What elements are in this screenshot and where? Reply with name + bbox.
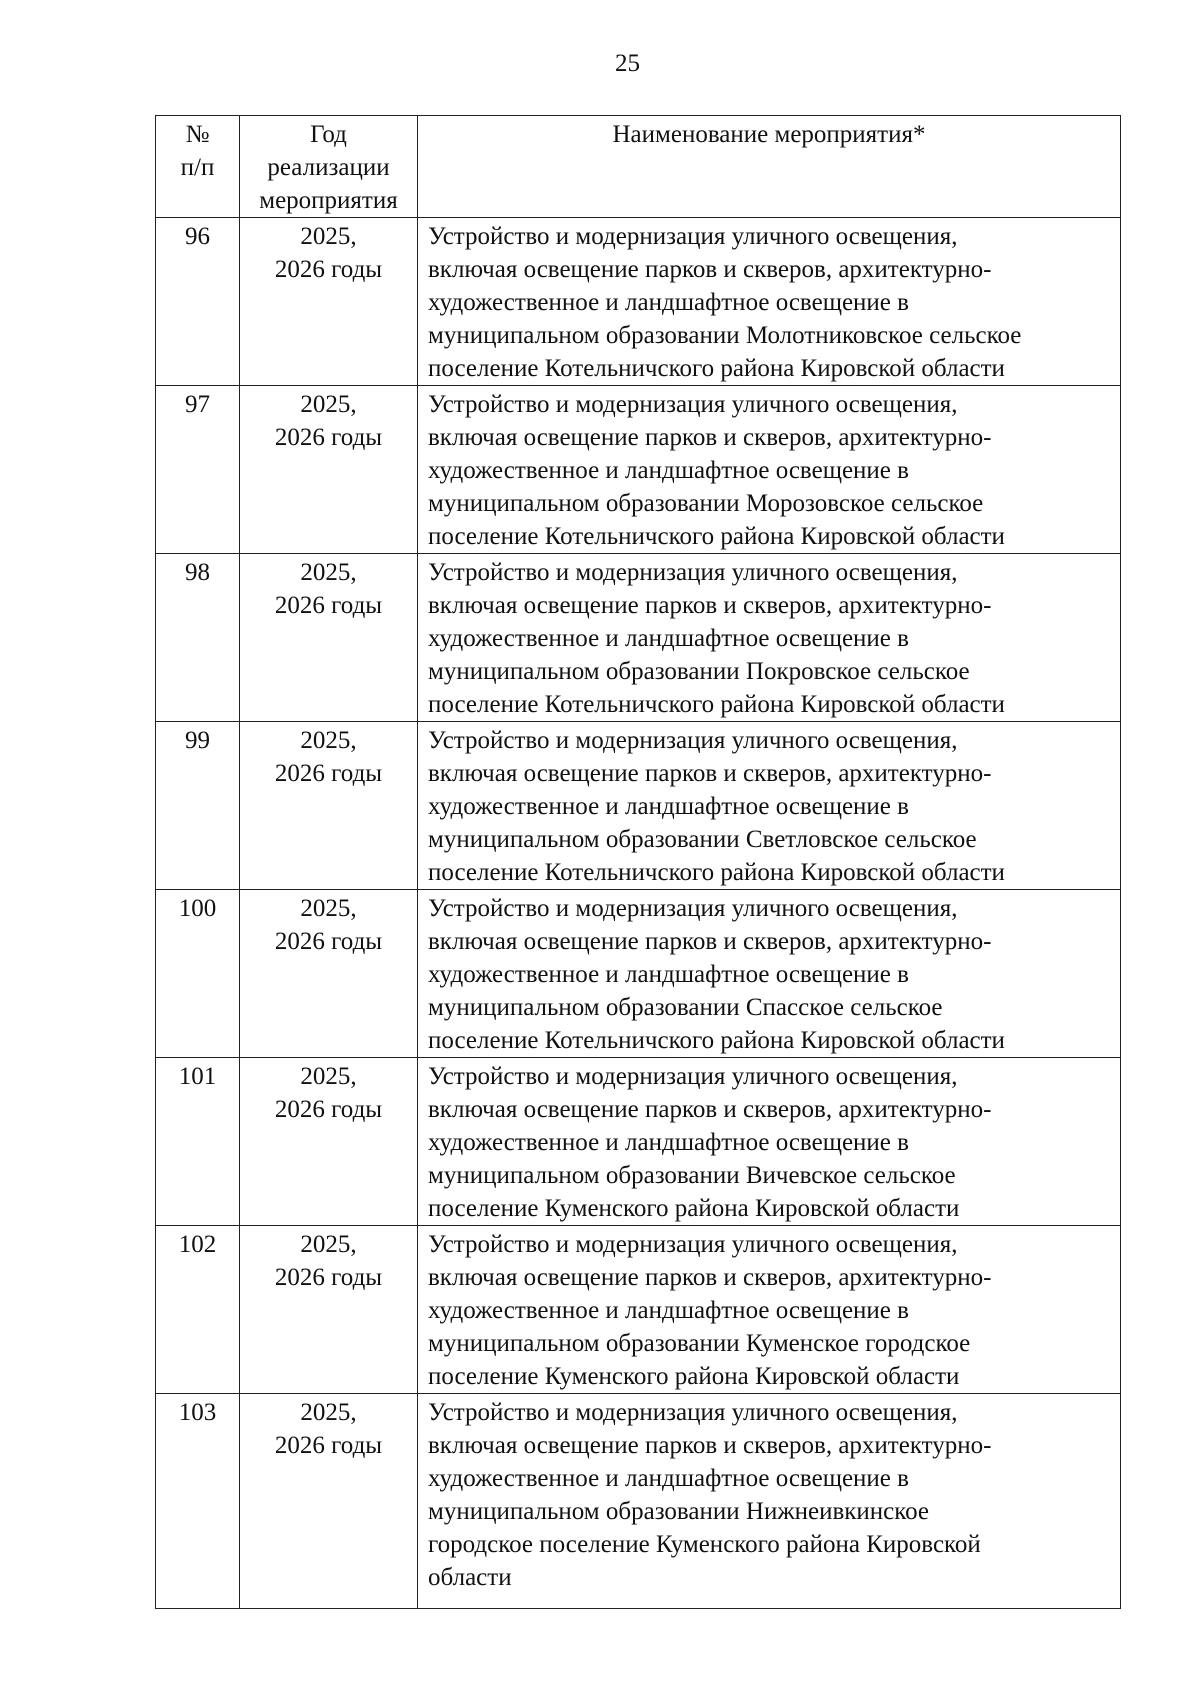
row-year-line: 2025, (300, 1231, 357, 1258)
row-event-name (418, 1058, 1121, 1226)
table-row (156, 722, 1121, 890)
row-event-name-line: муниципальном образовании Покровское сельское (428, 658, 970, 685)
table-row (156, 1058, 1121, 1226)
row-event-name-line: художественное и ландшафтное освещение в (428, 625, 909, 652)
row-event-name-line: поселение Котельничского района Кировской области (428, 1027, 1005, 1054)
row-event-name-line: муниципальном образовании Спасское сельское (428, 994, 943, 1021)
page-number: 25 (615, 50, 640, 77)
row-year-line: 2026 годы (274, 928, 383, 955)
row-year-line: 2026 годы (274, 1432, 383, 1459)
table-header-row (156, 116, 1121, 218)
row-year-line: 2025, (300, 223, 357, 250)
row-event-name-line: художественное и ландшафтное освещение в (428, 961, 909, 988)
table-row (156, 554, 1121, 722)
row-year-line: 2026 годы (274, 1096, 383, 1123)
row-event-name-line: поселение Котельничского района Кировской области (428, 523, 1005, 550)
row-number: 103 (156, 1394, 240, 1609)
row-event-name-line: включая освещение парков и скверов, архитектурно- (428, 1096, 992, 1123)
row-event-name-line: художественное и ландшафтное освещение в (428, 793, 909, 820)
row-year (240, 722, 418, 890)
row-event-name-line: поселение Котельничского района Кировской области (428, 859, 1005, 886)
row-event-name (418, 554, 1121, 722)
row-event-name-line: включая освещение парков и скверов, архитектурно- (428, 760, 992, 787)
row-event-name-line: Устройство и модернизация уличного освещения, (428, 1399, 958, 1426)
row-event-name-line: поселение Котельничского района Кировской области (428, 691, 1005, 718)
row-year-line: 2026 годы (274, 592, 383, 619)
row-event-name (418, 722, 1121, 890)
table-row (156, 1226, 1121, 1394)
row-year (240, 1226, 418, 1394)
row-number: 96 (156, 218, 240, 386)
table-row (156, 1394, 1121, 1609)
header-year: Год реализации мероприятия (240, 116, 418, 218)
row-event-name (418, 218, 1121, 386)
row-event-name-line: муниципальном образовании Куменское городское (428, 1330, 971, 1357)
row-year-line: 2026 годы (274, 424, 383, 451)
row-event-name-line: включая освещение парков и скверов, архитектурно- (428, 1264, 992, 1291)
row-event-name-line: муниципальном образовании Вичевское сельское (428, 1162, 956, 1189)
row-event-name-line: Устройство и модернизация уличного освещения, (428, 559, 958, 586)
row-event-name-line: художественное и ландшафтное освещение в (428, 1465, 909, 1492)
row-number: 98 (156, 554, 240, 722)
row-year-line: 2025, (300, 895, 357, 922)
row-year-line: 2025, (300, 391, 357, 418)
row-year-line: 2025, (300, 1063, 357, 1090)
row-event-name-line: поселение Куменского района Кировской области (428, 1195, 960, 1222)
row-event-name-line: городское поселение Куменского района Кировской (428, 1531, 981, 1558)
row-number: 99 (156, 722, 240, 890)
row-event-name-line: Устройство и модернизация уличного освещения, (428, 223, 958, 250)
events-table (155, 115, 1121, 1609)
row-event-name-line: Устройство и модернизация уличного освещения, (428, 1063, 958, 1090)
row-event-name-line: муниципальном образовании Молотниковское сельское (428, 322, 1022, 349)
row-event-name-line: включая освещение парков и скверов, архитектурно- (428, 256, 992, 283)
row-year-line: 2025, (300, 727, 357, 754)
row-year-line: 2026 годы (274, 256, 383, 283)
row-event-name-line: Устройство и модернизация уличного освещения, (428, 727, 958, 754)
row-event-name (418, 1394, 1121, 1609)
row-event-name-line: Устройство и модернизация уличного освещения, (428, 1231, 958, 1258)
row-event-name-line: муниципальном образовании Нижнеивкинское (428, 1498, 930, 1525)
table-row (156, 890, 1121, 1058)
header-event-name: Наименование мероприятия* (418, 116, 1121, 218)
row-number: 100 (156, 890, 240, 1058)
row-event-name-line: художественное и ландшафтное освещение в (428, 289, 909, 316)
row-year-line: 2026 годы (274, 1264, 383, 1291)
row-event-name-line: муниципальном образовании Морозовское сельское (428, 490, 984, 517)
row-year (240, 890, 418, 1058)
row-number: 97 (156, 386, 240, 554)
row-event-name-line: включая освещение парков и скверов, архитектурно- (428, 1432, 992, 1459)
row-year (240, 1058, 418, 1226)
row-event-name (418, 1226, 1121, 1394)
row-year (240, 218, 418, 386)
row-event-name-line: поселение Котельничского района Кировской области (428, 355, 1005, 382)
row-year (240, 1394, 418, 1609)
row-event-name-line: области (428, 1564, 512, 1591)
row-event-name-line: поселение Куменского района Кировской области (428, 1363, 960, 1390)
row-year-line: 2026 годы (274, 760, 383, 787)
row-year-line: 2025, (300, 559, 357, 586)
row-event-name-line: художественное и ландшафтное освещение в (428, 1129, 909, 1156)
row-event-name-line: включая освещение парков и скверов, архитектурно- (428, 928, 992, 955)
row-event-name-line: Устройство и модернизация уличного освещения, (428, 895, 958, 922)
table-body (156, 218, 1121, 1609)
row-event-name (418, 386, 1121, 554)
row-year-line: 2025, (300, 1399, 357, 1426)
row-year (240, 386, 418, 554)
row-number: 102 (156, 1226, 240, 1394)
row-event-name-line: включая освещение парков и скверов, архитектурно- (428, 424, 992, 451)
row-number: 101 (156, 1058, 240, 1226)
row-event-name (418, 890, 1121, 1058)
row-event-name-line: художественное и ландшафтное освещение в (428, 457, 909, 484)
header-number: № п/п (156, 116, 240, 218)
row-event-name-line: муниципальном образовании Светловское сельское (428, 826, 977, 853)
row-year (240, 554, 418, 722)
table-row (156, 386, 1121, 554)
row-event-name-line: художественное и ландшафтное освещение в (428, 1297, 909, 1324)
row-event-name-line: включая освещение парков и скверов, архитектурно- (428, 592, 992, 619)
table-row (156, 218, 1121, 386)
row-event-name-line: Устройство и модернизация уличного освещения, (428, 391, 958, 418)
